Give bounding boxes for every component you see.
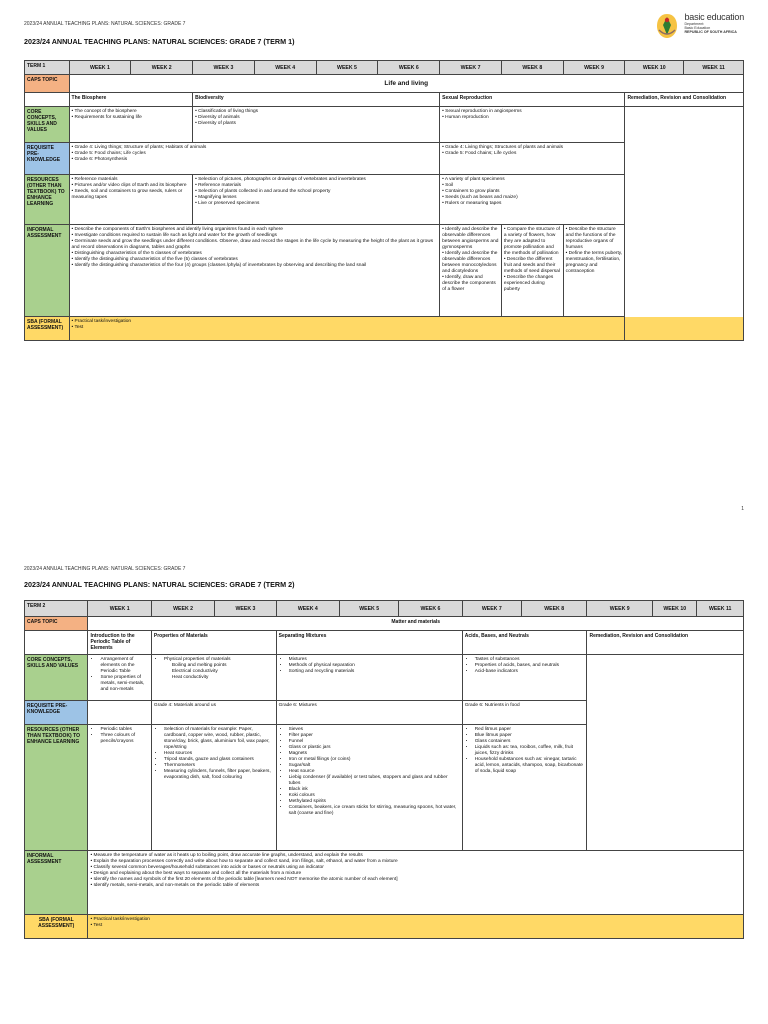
cell-text: • Live or preserved specimens	[195, 200, 260, 206]
cell-text: • Thermometers	[164, 763, 274, 769]
cell-text: • Measure the temperature of water as it heats up to boiling point, draw accurate line graphs, understand, and explain the results	[90, 852, 363, 858]
cell-text: • Magnifying lenses	[195, 194, 237, 200]
cell-text: • Selection of materials for example: Paper, cardboard, copper wire, wood, rubber, plastic, stone/clay, brick, glass, aluminium foil, wax paper, rope/string	[164, 727, 274, 751]
cell-text: • Reference materials	[195, 182, 242, 188]
cell-text: • Rulers or measuring tapes	[442, 200, 502, 206]
cell-text: • Investigate conditions required to sustain life such as light and water for the growth of seedlings	[71, 232, 277, 238]
cell-text: WEEK 4	[254, 61, 316, 75]
cell-text: • Classification of living things	[195, 108, 259, 114]
cell-text: REQUISITE PRE-KNOWLEDGE	[25, 701, 88, 725]
cell-text: • Describe the structure and the functions of the reproductive organs of humans	[565, 226, 616, 250]
cell-text: Separating Mixtures	[276, 631, 462, 655]
cell-text: • Test	[90, 922, 103, 928]
cell-text: Grade 6: Nutrients in food	[462, 701, 587, 725]
cell-text: • Three colours of pencils/crayons	[100, 733, 148, 745]
cell-text: • Filter paper	[289, 733, 460, 739]
cell-text: • Describe the components of Earth's biospheres and identify living organisms found in each sphere	[71, 226, 283, 232]
running-header-2: 2023/24 ANNUAL TEACHING PLANS: NATURAL SCIENCES: GRADE 7	[24, 566, 186, 572]
cell-text: Matter and materials	[88, 617, 744, 631]
cell-text: WEEK 7	[440, 61, 502, 75]
cell-text: • Tastes of substances	[475, 657, 585, 663]
cell-text: • Grade 4: Living things; Structures of plants and animals	[442, 144, 564, 150]
cell-text: • Heat source	[289, 769, 460, 775]
cell-text: • Identify the distinguishing characteristics of the five (5) classes of vertebrates	[71, 256, 238, 262]
caps-topic-row	[25, 75, 744, 93]
informal-assessment-row-2	[25, 851, 744, 915]
cell-text: • Containers, beakers, ice cream sticks for stirring, measuring spoons, hot water, salt (coarse and fine)	[289, 805, 460, 817]
cell-text: • Compare the structure of a variety of flowers, how they are adapted to promote pollination and the methods of pollination	[503, 226, 560, 256]
cell-text: • Reference materials	[71, 176, 118, 182]
cell-text: • Arrangement of elements on the Periodic Table	[100, 657, 148, 675]
cell-text: Life and living	[69, 75, 743, 93]
cell-text: • Pictures and/or video clips of Earth and its biosphere	[71, 182, 187, 188]
cell-text: RESOURCES (OTHER THAN TEXTBOOK) TO ENHANCE LEARNING	[25, 175, 70, 225]
cell-text: • Koki colours	[289, 793, 460, 799]
week-header-row-2	[25, 601, 744, 617]
sba-row	[25, 317, 744, 341]
cell-text: Acids, Bases, and Neutrals	[462, 631, 587, 655]
cell-text: WEEK 11	[697, 601, 744, 617]
cell-text: • Glass containers	[475, 739, 585, 745]
cell-text: WEEK 10	[653, 601, 697, 617]
sba-row-2	[25, 915, 744, 939]
cell-text: • Identify, draw and describe the components of a flower	[442, 274, 496, 292]
cell-text: Introduction to the Periodic Table of Elements	[88, 631, 151, 655]
cell-text: • Sieves	[289, 727, 460, 733]
cell-text: • Grade 6: Photosynthesis	[71, 156, 128, 162]
cell-text: • Identify the distinguishing characteristics of the four (4) groups (classes /phyla) of invertebrates by observing and describing the land snail	[71, 262, 367, 268]
core-concepts-row-2	[25, 655, 744, 701]
week-header-row	[25, 61, 744, 75]
cell-text: Properties of Materials	[151, 631, 276, 655]
cell-text: • Methylated spirits	[289, 799, 460, 805]
cell-text: • Magnets	[289, 751, 460, 757]
cell-text: • Liebig condenser (if available) or test tubes, stoppers and glass and rubber tubes	[289, 775, 460, 787]
cell-text: WEEK 3	[193, 61, 255, 75]
cell-text: WEEK 5	[340, 601, 399, 617]
cell-text: • Red litmus paper	[475, 727, 585, 733]
cell-text: • Selection of plants collected in and around the school property	[195, 188, 331, 194]
cell-text: • Describe the different fruit and seeds and their methods of seed dispersal	[503, 256, 560, 274]
cell-text: Grade 6: Mixtures	[276, 701, 462, 725]
cell-text: • Diversity of plants	[195, 120, 236, 126]
logo-text: basic education	[684, 12, 744, 22]
logo-text: Basic Education	[684, 26, 711, 31]
cell-text: • Grade 4: Living things; Structure of plants; Habitats of animals	[71, 144, 207, 150]
cell-text: WEEK 3	[215, 601, 276, 617]
page-title: 2023/24 ANNUAL TEACHING PLANS: NATURAL SCIENCES: GRADE 7 (TERM 1)	[24, 37, 295, 46]
cell-text: • Distinguishing characteristics of the 5 classes of vertebrates	[71, 250, 202, 256]
cell-text: • Germinate seeds and grow the seedlings under different conditions. Observe, draw and record the stages in the life cycle by measuring the height of the plant as it grows and record observations in diagrams, tables and graphs	[71, 238, 434, 250]
cell-text: • Define the terms puberty, menstruation, fertilisation, pregnancy and contraception	[565, 250, 623, 274]
cell-text: • Heat sources	[164, 751, 274, 757]
cell-text: • Explain the separation processes correctly and write about how to separate and collect sand, iron filings, salt, ethanol, and water from a mixture	[90, 858, 398, 864]
cell-text: • Sexual reproduction in angiosperms	[442, 108, 522, 114]
cell-text: CORE CONCEPTS, SKILLS AND VALUES	[25, 655, 88, 701]
dbe-logo	[654, 12, 744, 40]
logo-text: Department:	[684, 22, 705, 26]
logo-text: REPUBLIC OF SOUTH AFRICA	[684, 30, 737, 35]
cell-text: Boiling and melting points	[171, 662, 227, 668]
cell-text: • Acid-base indicators	[475, 669, 585, 675]
cell-text: • Selection of pictures, photographs or drawings of vertebrates and invertebrates	[195, 176, 366, 182]
cell-text: SBA (FORMAL ASSESSMENT)	[25, 915, 88, 939]
cell-text: • Physical properties of materials	[164, 657, 274, 663]
cell-text: • Mixtures	[289, 657, 460, 663]
cell-text: Heat conductivity	[171, 674, 209, 680]
running-header: 2023/24 ANNUAL TEACHING PLANS: NATURAL SCIENCES: GRADE 7	[24, 21, 186, 27]
cell-text: • Tripod stands, gauze and glass containers	[164, 757, 274, 763]
cell-text: • Seeds (such as beans and maize)	[442, 194, 518, 200]
cell-text: • Identify and describe the observable differences between angiosperms and gymnosperms	[442, 226, 499, 250]
cell-text: WEEK 10	[625, 61, 684, 75]
page-number: 1	[741, 506, 744, 512]
cell-text: TERM 2	[25, 601, 88, 617]
cell-text: • Grade 5: Food chains; Life cycles	[71, 150, 146, 156]
cell-text: • Diversity of animals	[195, 114, 240, 120]
coat-of-arms-icon	[654, 12, 680, 40]
cell-text: Remediation, Revision and Consolidation	[625, 93, 744, 107]
page-title-2: 2023/24 ANNUAL TEACHING PLANS: NATURAL SCIENCES: GRADE 7 (TERM 2)	[24, 580, 295, 589]
cell-text: REQUISITE PRE-KNOWLEDGE	[25, 143, 70, 175]
cell-text: Sexual Reproduction	[440, 93, 625, 107]
cell-text: WEEK 1	[69, 61, 131, 75]
cell-text: • Liquids such as: tea, rooibos, coffee, milk, fruit juices, fizzy drinks	[475, 745, 585, 757]
cell-text: WEEK 8	[501, 61, 563, 75]
cell-text: WEEK 4	[276, 601, 339, 617]
cell-text: WEEK 9	[587, 601, 653, 617]
cell-text: CAPS TOPIC	[25, 617, 88, 631]
cell-text: RESOURCES (OTHER THAN TEXTBOOK) TO ENHANCE LEARNING	[25, 725, 88, 851]
cell-text: WEEK 6	[399, 601, 462, 617]
cell-text: Remediation, Revision and Consolidation	[587, 631, 744, 655]
cell-text: • Identify the names and symbols of the first 20 elements of the periodic table [learners need NOT memorise the atomic number of each element]	[90, 876, 398, 882]
cell-text: • Requirements for sustaining life	[71, 114, 142, 120]
cell-text: • Blue litmus paper	[475, 733, 585, 739]
cell-text: CORE CONCEPTS, SKILLS AND VALUES	[25, 107, 70, 143]
cell-text: • Describe the changes experienced during puberty	[503, 274, 554, 292]
term2-table	[24, 600, 744, 939]
cell-text: • Properties of acids, bases, and neutrals	[475, 663, 585, 669]
cell-text: Electrical conductivity	[171, 668, 218, 674]
cell-text: • Funnel	[289, 739, 460, 745]
cell-text: Biodiversity	[193, 93, 440, 107]
cell-text: WEEK 11	[684, 61, 744, 75]
caps-topic-row-2	[25, 617, 744, 631]
core-concepts-row	[25, 107, 744, 143]
cell-text: INFORMAL ASSESSMENT	[25, 225, 70, 317]
cell-text: • Sorting and recycling materials	[289, 669, 460, 675]
cell-text: • Black ink	[289, 787, 460, 793]
cell-text: • Containers to grow plants	[442, 188, 500, 194]
subtopic-row-2	[25, 631, 744, 655]
cell-text: • Sugar/salt	[289, 763, 460, 769]
cell-text: • Seeds, soil and containers to grow seeds, rulers or measuring tapes	[71, 188, 183, 200]
cell-text: WEEK 8	[521, 601, 587, 617]
cell-text: TERM 1	[25, 61, 70, 75]
cell-text: WEEK 5	[316, 61, 378, 75]
cell-text: SBA (FORMAL ASSESSMENT)	[25, 317, 70, 341]
cell-text: • The concept of the biosphere	[71, 108, 137, 114]
cell-text: • A variety of plant specimens	[442, 176, 505, 182]
term1-table	[24, 60, 744, 341]
cell-text: WEEK 1	[88, 601, 151, 617]
cell-text: WEEK 2	[151, 601, 214, 617]
cell-text: • Periodic tables	[100, 727, 148, 733]
cell-text: CAPS TOPIC	[25, 75, 70, 93]
cell-text: • Soil	[442, 182, 454, 188]
cell-text: • Human reproduction	[442, 114, 489, 120]
cell-text: Grade 4: Materials around us	[151, 701, 276, 725]
cell-text: The Biosphere	[69, 93, 193, 107]
subtopic-row	[25, 93, 744, 107]
cell-text: • Glass or plastic jars	[289, 745, 460, 751]
cell-text: • Practical task/investigation	[90, 916, 150, 922]
cell-text: • Some properties of metals, semi-metals, and non-metals	[100, 675, 148, 693]
cell-text: INFORMAL ASSESSMENT	[25, 851, 88, 915]
cell-text: WEEK 7	[462, 601, 521, 617]
cell-text: WEEK 2	[131, 61, 193, 75]
cell-text: • Identify metals, semi-metals, and non-metals on the periodic table of elements	[90, 882, 260, 888]
cell-text: • Practical task/investigation	[71, 318, 132, 324]
cell-text: • Test	[71, 324, 84, 330]
cell-text: • Household substances such as: vinegar, tartaric acid, lemon, antacids, shampoo, soap, bicarbonate of soda, liquid soap	[475, 757, 585, 775]
cell-text: • Grade 5: Food chains; Life cycles	[442, 150, 517, 156]
cell-text: • Classify several common beverages/household substances into acids or bases or neutrals using an indicator	[90, 864, 324, 870]
cell-text: WEEK 6	[378, 61, 440, 75]
cell-text: • Methods of physical separation	[289, 663, 460, 669]
cell-text: • Measuring cylinders, funnels, filter paper, beakers, evaporating dish, salt, food colouring	[164, 769, 274, 781]
cell-text: • Design and explaining about the best ways to separate and collect all the materials from a mixture	[90, 870, 302, 876]
cell-text: • Iron or metal filings (or coins)	[289, 757, 460, 763]
cell-text: WEEK 9	[563, 61, 625, 75]
cell-text: • Identify and describe the observable differences between monocotyledons and dicotyledons	[442, 250, 498, 274]
